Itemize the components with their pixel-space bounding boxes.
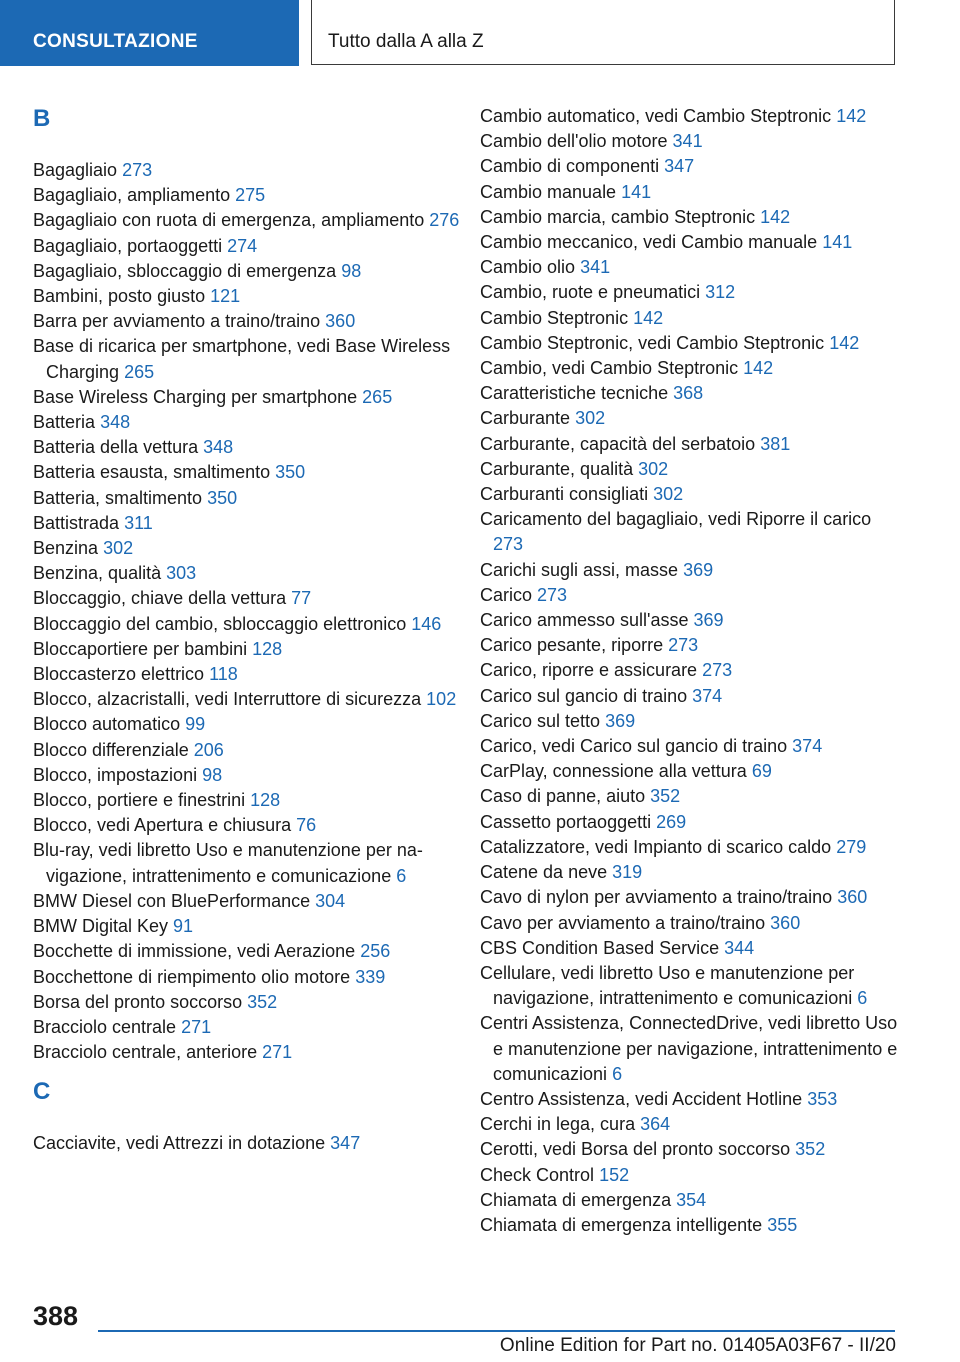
section-tab (0, 0, 299, 66)
page-reference-link[interactable]: 128 (252, 638, 283, 659)
section-title: CONSULTAZIONE (33, 31, 198, 52)
index-entry (480, 835, 900, 860)
index-entry (480, 759, 900, 784)
page-reference-link[interactable]: 311 (124, 512, 153, 533)
index-letter-c: C (33, 1078, 51, 1106)
index-entry (33, 410, 473, 435)
index-term: Batteria esausta, smaltimento (33, 462, 271, 483)
page-reference-link[interactable]: 69 (751, 761, 772, 782)
page-reference-link[interactable]: 341 (672, 131, 703, 152)
index-entry (33, 738, 473, 763)
page-reference-link[interactable]: 369 (693, 610, 724, 631)
page-reference-link[interactable]: 142 (829, 332, 860, 353)
index-term: Chiamata di emergenza (480, 1189, 672, 1210)
page-reference-link[interactable]: 206 (193, 739, 224, 760)
index-term: Bloccaggio del cambio, sbloccaggio elettronico (33, 613, 407, 634)
index-entry (33, 208, 473, 233)
index-term: Blocco automatico (33, 714, 181, 735)
index-term: CarPlay, connessione alla vettura (480, 761, 747, 782)
index-term: Cacciavite, vedi Attrezzi in dotazione (33, 1133, 326, 1154)
index-entry (480, 911, 900, 936)
index-term: Check Control (480, 1164, 595, 1185)
index-entry (33, 662, 473, 687)
index-term: Cerotti, vedi Borsa del pronto soccorso (480, 1139, 791, 1160)
index-list-right (480, 104, 900, 1238)
page-reference-link[interactable]: 142 (760, 206, 791, 227)
page-reference-link[interactable]: 98 (341, 260, 362, 281)
page-reference-link[interactable]: 77 (291, 588, 312, 609)
index-term: Benzina (33, 538, 99, 559)
index-entry (480, 356, 900, 381)
page-reference-link[interactable]: 274 (227, 235, 258, 256)
index-term: Bloccaggio, chiave della vettura (33, 588, 287, 609)
index-term: Caratteristiche tecniche (480, 383, 669, 404)
index-entry (33, 1040, 473, 1065)
page-reference-link[interactable]: 6 (396, 865, 407, 886)
page-reference-link[interactable]: 353 (807, 1088, 838, 1109)
index-term: Cambio Steptronic, vedi Cambio Steptronic (480, 332, 825, 353)
index-term: Catene da neve (480, 862, 608, 883)
page-reference-link[interactable]: 352 (247, 991, 278, 1012)
index-term: Cambio di componenti (480, 156, 660, 177)
index-term: Cambio dell'olio motore (480, 131, 668, 152)
page-reference-link[interactable]: 344 (724, 937, 755, 958)
index-entry (33, 1015, 473, 1040)
page-reference-link[interactable]: 276 (429, 210, 460, 231)
index-entry (33, 965, 473, 990)
page-reference-link[interactable]: 142 (633, 307, 664, 328)
index-term: Batteria (33, 412, 96, 433)
index-entry (33, 536, 473, 561)
index-term: Cavo per avviamento a traino/traino (480, 912, 766, 933)
index-entry (33, 334, 473, 384)
page-reference-link[interactable]: 98 (202, 764, 223, 785)
index-entry (33, 612, 473, 637)
index-entry (480, 583, 900, 608)
index-entry (480, 709, 900, 734)
index-term: Cambio olio (480, 257, 576, 278)
index-term: Cambio manuale (480, 181, 617, 202)
index-entry (480, 936, 900, 961)
index-term: CBS Condition Based Service (480, 937, 720, 958)
page-reference-link[interactable]: 128 (250, 790, 281, 811)
index-term: Barra per avviamento a traino/traino (33, 311, 321, 332)
index-term: Bambini, posto giusto (33, 286, 206, 307)
index-term: Batteria della vettura (33, 437, 199, 458)
index-term: Battistrada (33, 512, 120, 533)
index-entry (480, 608, 900, 633)
page-reference-link[interactable]: 381 (760, 433, 791, 454)
page-reference-link[interactable]: 302 (653, 484, 684, 505)
index-entry (33, 637, 473, 662)
page-reference-link[interactable]: 302 (638, 458, 669, 479)
page-reference-link[interactable]: 350 (207, 487, 238, 508)
index-entry (480, 1112, 900, 1137)
index-entry (480, 180, 900, 205)
index-term: Cambio, ruote e pneumatici (480, 282, 701, 303)
index-term: Carico, riporre e assicurare (480, 660, 698, 681)
index-entry (33, 586, 473, 611)
page-reference-link[interactable]: 102 (426, 689, 457, 710)
page-reference-link[interactable]: 369 (683, 559, 714, 580)
index-entry (480, 684, 900, 709)
index-term: Cambio meccanico, vedi Cambio manuale (480, 232, 818, 253)
index-term: Carichi sugli assi, masse (480, 559, 679, 580)
page-reference-link[interactable]: 304 (315, 890, 346, 911)
index-term: Caricamento del bagagliaio, vedi Riporre il carico (480, 509, 872, 530)
index-entry (33, 385, 473, 410)
index-list-b (33, 158, 473, 1065)
page-reference-link[interactable]: 6 (612, 1063, 623, 1084)
page-reference-link[interactable]: 348 (100, 412, 131, 433)
page-reference-link[interactable]: 91 (173, 916, 194, 937)
index-term: Bracciolo centrale, anteriore (33, 1042, 258, 1063)
page-reference-link[interactable]: 271 (181, 1016, 212, 1037)
index-entry (480, 331, 900, 356)
page-reference-link[interactable]: 364 (640, 1114, 671, 1135)
index-entry (33, 939, 473, 964)
page-reference-link[interactable]: 273 (122, 160, 153, 180)
index-entry (480, 1188, 900, 1213)
index-entry (480, 104, 900, 129)
page-reference-link[interactable]: 374 (792, 736, 823, 757)
page-reference-link[interactable]: 275 (235, 185, 266, 206)
page-number: 388 (33, 1301, 79, 1331)
page-reference-link[interactable]: 374 (692, 685, 723, 706)
index-term: BMW Diesel con BluePerformance (33, 890, 311, 911)
header-title-box (311, 0, 895, 65)
page-reference-link[interactable]: 142 (836, 106, 867, 126)
index-term: Bagagliaio, sbloccaggio di emergenza (33, 260, 337, 281)
page-reference-link[interactable]: 368 (673, 383, 704, 404)
page-reference-link[interactable]: 99 (185, 714, 206, 735)
index-entry (33, 511, 473, 536)
index-entry (33, 838, 473, 888)
index-entry (33, 889, 473, 914)
page-reference-link[interactable]: 354 (676, 1189, 707, 1210)
page-reference-link[interactable]: 271 (262, 1042, 293, 1063)
index-term: Cambio marcia, cambio Steptronic (480, 206, 756, 227)
index-term: Bagagliaio con ruota di emergenza, ampliamento (33, 210, 425, 231)
index-entry (33, 234, 473, 259)
index-entry (33, 284, 473, 309)
page-reference-link[interactable]: 369 (605, 710, 636, 731)
index-term: Borsa del pronto soccorso (33, 991, 243, 1012)
page-reference-link[interactable]: 355 (767, 1214, 798, 1235)
page-reference-link[interactable]: 347 (664, 156, 695, 177)
page-reference-link[interactable]: 273 (537, 584, 568, 605)
index-entry (33, 712, 473, 737)
index-entry (480, 658, 900, 683)
index-term: Bloccaportiere per bambini (33, 638, 248, 659)
index-entry (480, 885, 900, 910)
page-reference-link[interactable]: 348 (203, 437, 234, 458)
index-entry (480, 1213, 900, 1238)
index-term: Carico sul gancio di traino (480, 685, 688, 706)
index-term: Base Wireless Charging per smartphone (33, 386, 358, 407)
index-term: Blocco, portiere e finestrini (33, 790, 246, 811)
index-term: Carico, vedi Carico sul gancio di traino (480, 736, 788, 757)
page-reference-link[interactable]: 273 (668, 635, 699, 656)
index-entry (33, 460, 473, 485)
index-entry (480, 1163, 900, 1188)
index-column-left (33, 104, 473, 1157)
index-term: Bagagliaio, portaoggetti (33, 235, 223, 256)
page-reference-link[interactable]: 76 (296, 815, 317, 836)
page-reference-link[interactable]: 121 (210, 286, 241, 307)
index-entry (33, 158, 473, 183)
index-term: Caso di panne, aiuto (480, 786, 646, 807)
index-term: Batteria, smaltimento (33, 487, 203, 508)
page-reference-link[interactable]: 312 (705, 282, 736, 303)
index-term: Blu-ray, vedi libretto Uso e manutenzione per navigazione, intrattenimento e comunicazione (33, 840, 423, 886)
index-entry (480, 784, 900, 809)
page-reference-link[interactable]: 302 (575, 408, 606, 429)
page-reference-link[interactable]: 319 (612, 862, 643, 883)
index-letter-b: B (33, 105, 51, 132)
chapter-title: Tutto dalla A alla Z (328, 31, 484, 52)
index-term: Bocchette di immissione, vedi Aerazione (33, 941, 356, 962)
page-reference-link[interactable]: 265 (124, 361, 155, 382)
page-reference-link[interactable]: 118 (209, 664, 238, 685)
index-entry (480, 558, 900, 583)
index-entry (480, 810, 900, 835)
index-term: Carburante (480, 408, 571, 429)
index-entry (33, 813, 473, 838)
index-entry (480, 154, 900, 179)
index-entry (480, 230, 900, 255)
page-reference-link[interactable]: 256 (360, 941, 391, 962)
index-term: Benzina, qualità (33, 563, 162, 584)
index-term: Carico pesante, riporre (480, 635, 664, 656)
page-reference-link[interactable]: 269 (656, 811, 687, 832)
index-term: Base di ricarica per smartphone, vedi Base Wireless Charging (33, 336, 451, 382)
page-reference-link[interactable]: 142 (743, 358, 774, 379)
index-entry (480, 961, 900, 1011)
page-reference-link[interactable]: 303 (166, 563, 197, 584)
index-term: Cambio automatico, vedi Cambio Steptronic (480, 106, 832, 126)
index-term: Centro Assistenza, vedi Accident Hotline (480, 1088, 803, 1109)
index-entry (480, 381, 900, 406)
index-term: Catalizzatore, vedi Impianto di scarico caldo (480, 836, 832, 857)
index-term: Carburante, capacità del serbatoio (480, 433, 756, 454)
index-entry (480, 633, 900, 658)
page-reference-link[interactable]: 273 (702, 660, 733, 681)
index-entry (480, 860, 900, 885)
page-reference-link[interactable]: 352 (795, 1139, 826, 1160)
index-entry (33, 763, 473, 788)
index-term: Cerchi in lega, cura (480, 1114, 636, 1135)
page-reference-link[interactable]: 302 (103, 538, 134, 559)
index-term: Chiamata di emergenza intelligente (480, 1214, 763, 1235)
index-entry (480, 306, 900, 331)
index-entry (33, 309, 473, 334)
index-term: Cambio, vedi Cambio Steptronic (480, 358, 739, 379)
index-term: Carico sul tetto (480, 710, 601, 731)
page-reference-link[interactable]: 146 (411, 613, 442, 634)
page-reference-link[interactable]: 360 (770, 912, 801, 933)
index-term: Cavo di nylon per avviamento a traino/traino (480, 887, 833, 908)
page-reference-link[interactable]: 350 (275, 462, 306, 483)
index-term: Bocchettone di riempimento olio motore (33, 966, 351, 987)
index-entry (33, 1131, 473, 1156)
index-entry (480, 482, 900, 507)
index-term: Cassetto portaoggetti (480, 811, 652, 832)
index-term: Cellulare, vedi libretto Uso e manutenzione per navigazione, intrattenimento e comunicazioni (480, 962, 855, 1009)
index-term: Bloccasterzo elettrico (33, 664, 205, 685)
page-reference-link[interactable]: 360 (837, 887, 868, 908)
index-entry (33, 914, 473, 939)
index-entry (33, 561, 473, 586)
page-reference-link[interactable]: 265 (362, 386, 393, 407)
page-reference-link[interactable]: 360 (325, 311, 356, 332)
index-term: Bagagliaio (33, 160, 118, 180)
index-entry (480, 1137, 900, 1162)
index-list-c (33, 1131, 473, 1156)
index-term: Bracciolo centrale (33, 1016, 177, 1037)
page-reference-link[interactable]: 339 (355, 966, 386, 987)
index-term: Blocco, vedi Apertura e chiusura (33, 815, 292, 836)
index-term: BMW Digital Key (33, 916, 169, 937)
index-entry (480, 406, 900, 431)
index-term: Centri Assistenza, ConnectedDrive, vedi libretto Uso e manutenzione per navigazione, intrattenimento e comunicazioni (480, 1013, 898, 1084)
index-term: Carico ammesso sull'asse (480, 610, 689, 631)
index-entry (480, 129, 900, 154)
index-entry (480, 1087, 900, 1112)
index-entry (33, 183, 473, 208)
index-entry (480, 507, 900, 557)
index-entry (480, 205, 900, 230)
index-term: Bagagliaio, ampliamento (33, 185, 231, 206)
index-entry (33, 259, 473, 284)
index-entry (33, 788, 473, 813)
index-entry (480, 255, 900, 280)
page-reference-link[interactable]: 273 (493, 534, 524, 555)
index-term: Cambio Steptronic (480, 307, 629, 328)
index-entry (33, 486, 473, 511)
page-reference-link[interactable]: 341 (580, 257, 611, 278)
index-term: Carico (480, 584, 533, 605)
index-entry (480, 457, 900, 482)
index-entry (33, 990, 473, 1015)
footer-edition: Online Edition for Part no. 01405A03F67 - II/20 (499, 1335, 896, 1356)
page-reference-link[interactable]: 347 (330, 1133, 361, 1154)
page-reference-link[interactable]: 6 (857, 988, 868, 1009)
index-entry (480, 1011, 900, 1087)
index-entry (33, 435, 473, 460)
index-term: Blocco differenziale (33, 739, 189, 760)
page-reference-link[interactable]: 279 (836, 836, 867, 857)
index-term: Carburante, qualità (480, 458, 634, 479)
index-term: Blocco, impostazioni (33, 764, 198, 785)
index-term: Carburanti consigliati (480, 484, 649, 505)
page-reference-link[interactable]: 352 (650, 786, 681, 807)
footer-divider (98, 1330, 895, 1332)
page-reference-link[interactable]: 152 (599, 1164, 630, 1185)
index-column-right (480, 104, 900, 1238)
index-entry (480, 280, 900, 305)
page-reference-link[interactable]: 141 (822, 232, 853, 253)
index-entry (480, 432, 900, 457)
index-entry (33, 687, 473, 712)
page-reference-link[interactable]: 141 (621, 181, 652, 202)
index-entry (480, 734, 900, 759)
index-term: Blocco, alzacristalli, vedi Interruttore di sicurezza (33, 689, 422, 710)
